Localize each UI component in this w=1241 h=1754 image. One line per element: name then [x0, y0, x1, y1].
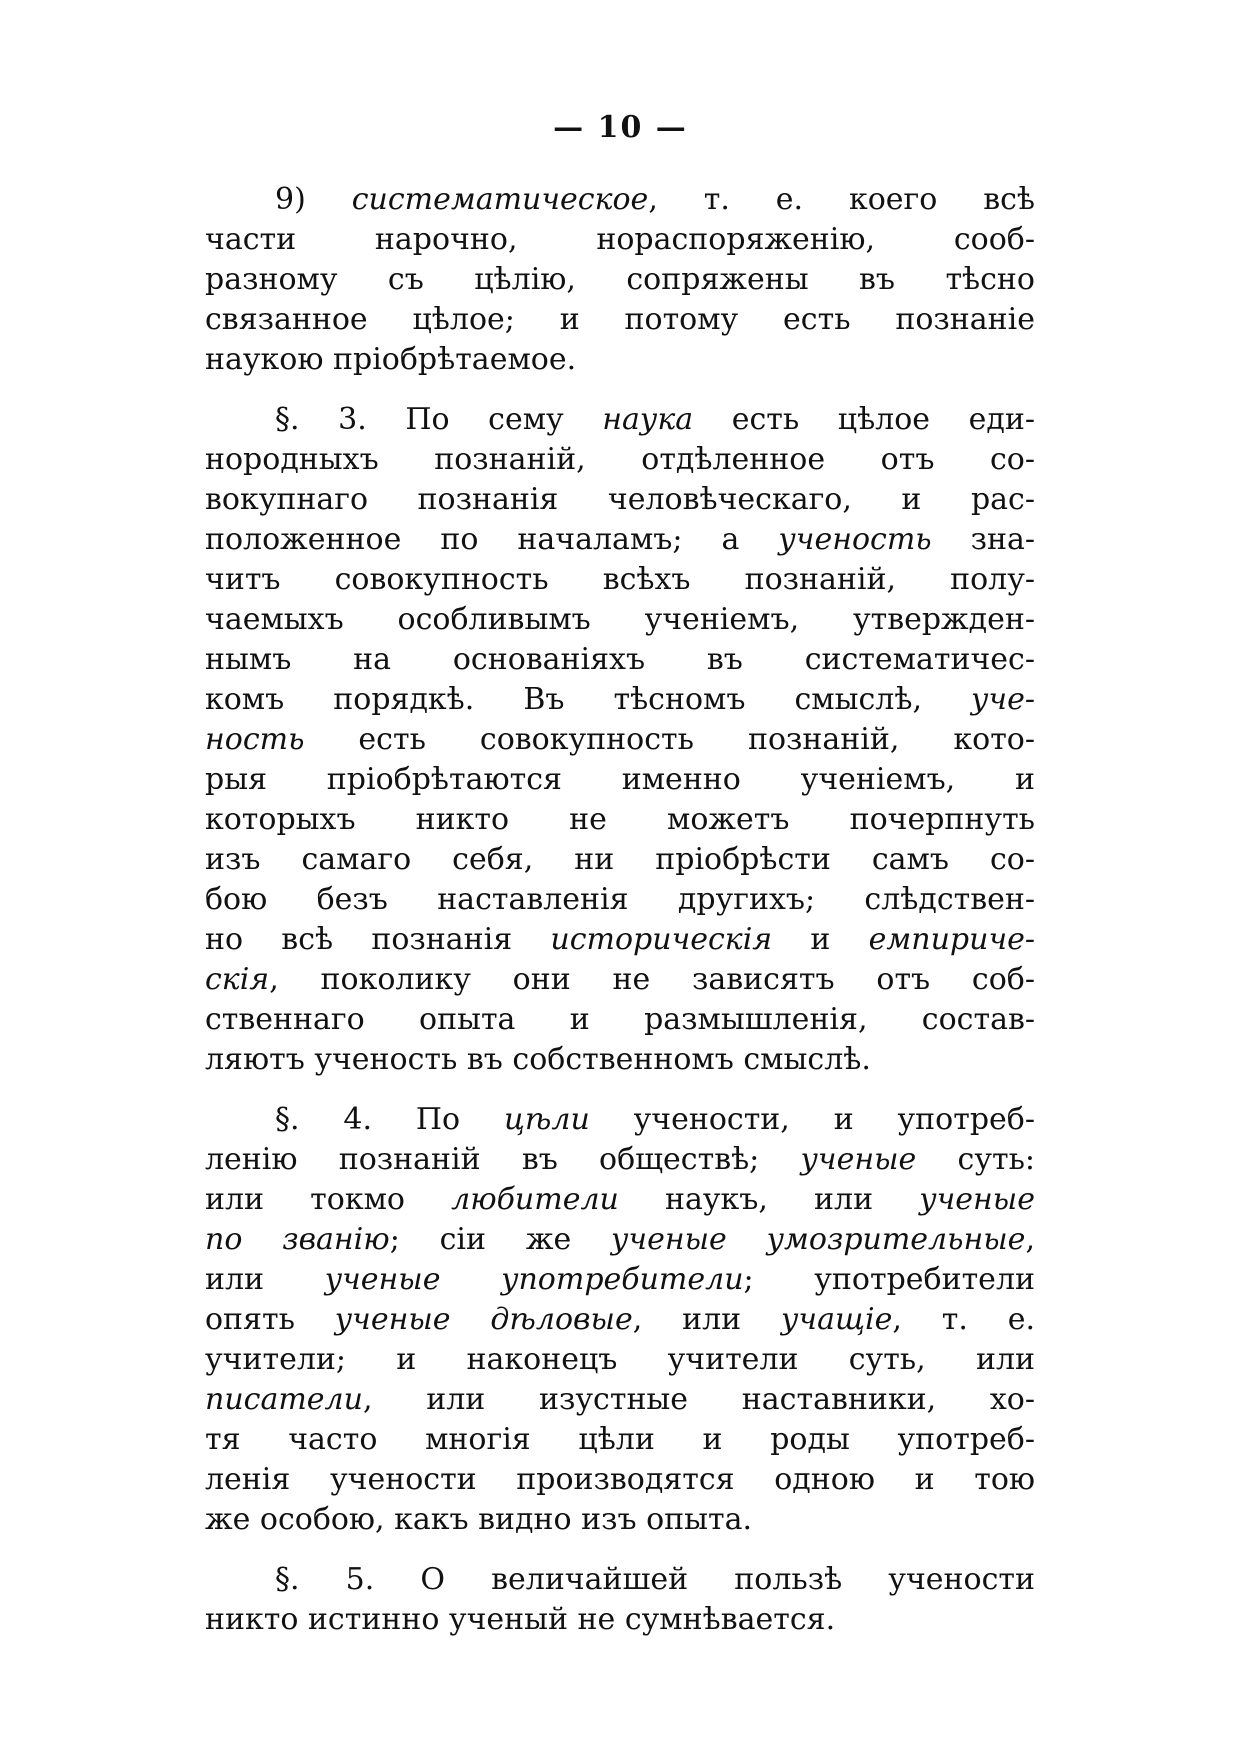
text-line: §. 5. О величайшей пользѣ учености	[275, 1562, 1035, 1597]
text-line: нородныхъ познаній, отдѣленное отъ со-	[205, 442, 1035, 477]
text-line: разному съ цѣлію, сопряжены въ тѣсно	[205, 262, 1035, 297]
italic-term: скія	[205, 962, 270, 997]
text-line: писатели, или изустные наставники, хо-	[205, 1382, 1035, 1417]
text-line: опять ученые дѣловые, или учащіе, т. е.	[205, 1302, 1035, 1337]
text-line: по званію; сіи же ученые умозрительные,	[205, 1222, 1035, 1257]
italic-term: ученые умозрительные	[611, 1222, 1026, 1257]
text-line: ленія учености производятся одною и тою	[205, 1462, 1035, 1497]
italic-term: по званію	[205, 1222, 390, 1257]
text-line: вокупнаго познанія человѣческаго, и рас-	[205, 482, 1035, 517]
text-line: положенное по началамъ; а ученость зна-	[205, 522, 1035, 557]
paragraph	[205, 1560, 1035, 1640]
paragraph	[205, 400, 1035, 1080]
text-line: никто истинно ученый не сумнѣвается.	[205, 1602, 836, 1637]
italic-term: цѣли	[503, 1102, 590, 1137]
text-line: нымъ на основаніяхъ въ систематичес-	[205, 642, 1035, 677]
italic-term: ученые	[919, 1182, 1035, 1217]
paragraph	[205, 1100, 1035, 1540]
text-line: ленію познаній въ обществѣ; ученые суть:	[205, 1142, 1036, 1177]
text-line: или токмо любители наукъ, или ученые	[205, 1182, 1035, 1217]
italic-term: ученые дѣловые	[334, 1302, 633, 1337]
text-line: же особою, какъ видно изъ опыта.	[205, 1502, 753, 1537]
paragraph	[205, 180, 1035, 380]
text-line: или ученые употребители; употребители	[205, 1262, 1035, 1297]
text-line: изъ самаго себя, ни пріобрѣсти самъ со-	[205, 842, 1035, 877]
page-number: — 10 —	[553, 110, 688, 145]
text-line: ляютъ ученость въ собственномъ смыслѣ.	[205, 1042, 871, 1077]
italic-term: систематическое	[351, 182, 649, 217]
page-text	[205, 180, 1035, 1640]
italic-term: любители	[451, 1182, 619, 1217]
italic-term: ученые	[800, 1142, 917, 1177]
text-line: §. 3. По сему наука есть цѣлое еди-	[275, 402, 1035, 437]
text-line: но всѣ познанія историческія и емпириче-	[205, 922, 1036, 957]
text-line: 9) систематическое, т. е. коего всѣ	[275, 182, 1036, 217]
text-line: комъ порядкѣ. Въ тѣсномъ смыслѣ, уче-	[205, 682, 1035, 717]
text-line: тя часто многія цѣли и роды употреб-	[205, 1422, 1035, 1457]
text-line: учители; и наконецъ учители суть, или	[205, 1342, 1035, 1377]
text-line: связанное цѣлое; и потому есть познаніе	[205, 302, 1035, 337]
text-line: чаемыхъ особливымъ ученіемъ, утвержден-	[205, 602, 1035, 637]
text-line: наукою пріобрѣтаемое.	[205, 342, 577, 377]
italic-term: емпириче-	[868, 922, 1036, 957]
italic-term: писатели	[205, 1382, 363, 1417]
italic-term: наука	[602, 402, 694, 437]
italic-term: ность	[205, 722, 305, 757]
text-line: §. 4. По цѣли учености, и употреб-	[275, 1102, 1035, 1137]
text-line: читъ совокупность всѣхъ познаній, полу-	[205, 562, 1035, 597]
text-line: ность есть совокупность познаній, кото-	[205, 722, 1035, 757]
paragraph-gap	[205, 1080, 1035, 1100]
text-line: ственнаго опыта и размышленія, состав-	[205, 1002, 1035, 1037]
italic-term: ученость	[778, 522, 932, 557]
italic-term: ученые употребители	[324, 1262, 744, 1297]
italic-term: историческія	[550, 922, 773, 957]
text-line: бою безъ наставленія другихъ; слѣдствен-	[205, 882, 1035, 917]
italic-term: учащіе	[781, 1302, 893, 1337]
text-line: рыя пріобрѣтаются именно ученіемъ, и	[205, 762, 1035, 797]
paragraph-gap	[205, 1540, 1035, 1560]
italic-term: уче-	[971, 682, 1035, 717]
text-line: скія, поколику они не зависятъ отъ соб-	[205, 962, 1035, 997]
text-line: которыхъ никто не можетъ почерпнуть	[205, 802, 1035, 837]
paragraph-gap	[205, 380, 1035, 400]
text-line: части нарочно, нораспоряженію, сооб-	[205, 222, 1035, 257]
